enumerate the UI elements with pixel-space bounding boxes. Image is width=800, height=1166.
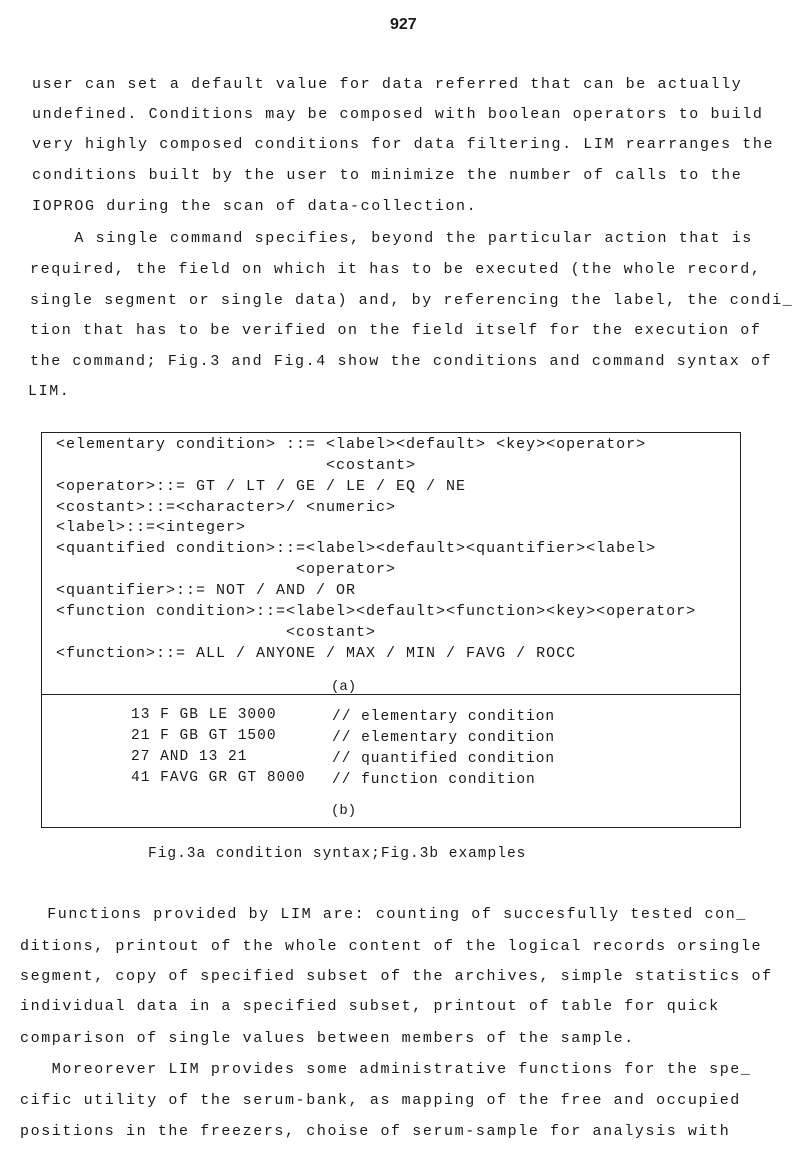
syntax-line: <quantified condition>::=<label><default><quantifier><label>	[56, 540, 657, 557]
text-line: conditions built by the user to minimize the number of calls to the	[32, 167, 743, 184]
syntax-line: <function>::= ALL / ANYONE / MAX / MIN / FAVG / ROCC	[56, 645, 577, 662]
syntax-line: <elementary condition> ::= <label><default> <key><operator>	[56, 436, 647, 453]
text-line: ditions, printout of the whole content of the logical records orsingle	[20, 938, 763, 955]
panel-divider	[42, 694, 740, 695]
example-code: 27 AND 13 21	[131, 749, 248, 765]
example-code: 21 F GB GT 1500	[131, 728, 277, 744]
syntax-line: <costant>::=<character>/ <numeric>	[56, 499, 397, 516]
text-line: Functions provided by LIM are: counting of succesfully tested con_	[26, 906, 747, 923]
syntax-line: <function condition>::=<label><default><function><key><operator>	[56, 603, 697, 620]
text-line: Moreorever LIM provides some administrative functions for the spe_	[20, 1061, 752, 1078]
figure-caption: Fig.3a condition syntax;Fig.3b examples	[148, 846, 527, 862]
text-line: tion that has to be verified on the field itself for the execution of	[30, 322, 762, 339]
text-line: A single command specifies, beyond the particular action that is	[32, 230, 753, 247]
text-line: user can set a default value for data referred that can be actually	[32, 76, 743, 93]
syntax-line: <operator>::= GT / LT / GE / LE / EQ / NE	[56, 478, 467, 495]
syntax-line: <label>::=<integer>	[56, 519, 247, 536]
example-code: 41 FAVG GR GT 8000	[131, 770, 306, 786]
text-line: single segment or single data) and, by referencing the label, the condi_	[30, 292, 794, 309]
text-line: segment, copy of specified subset of the archives, simple statistics of	[20, 968, 773, 985]
syntax-line: <operator>	[56, 561, 397, 578]
text-line: comparison of single values between members of the sample.	[20, 1030, 635, 1047]
example-comment: // function condition	[332, 772, 536, 788]
text-line: cific utility of the serum-bank, as mapping of the free and occupied	[20, 1092, 741, 1109]
text-line: positions in the freezers, choise of serum-sample for analysis with	[20, 1123, 731, 1140]
text-line: required, the field on which it has to be executed (the whole record,	[30, 261, 762, 278]
text-line: LIM.	[28, 383, 71, 400]
example-comment: // elementary condition	[332, 730, 556, 746]
text-line: undefined. Conditions may be composed with boolean operators to build	[32, 106, 764, 123]
syntax-line: <quantifier>::= NOT / AND / OR	[56, 582, 357, 599]
example-comment: // quantified condition	[332, 751, 556, 767]
example-code: 13 F GB LE 3000	[131, 707, 277, 723]
example-comment: // elementary condition	[332, 709, 556, 725]
text-line: the command; Fig.3 and Fig.4 show the conditions and command syntax of	[30, 353, 773, 370]
syntax-line: <costant>	[56, 624, 377, 641]
text-line: very highly composed conditions for data filtering. LIM rearranges the	[32, 136, 775, 153]
text-line: IOPROG during the scan of data-collection.	[32, 198, 478, 215]
syntax-line: <costant>	[56, 457, 417, 474]
subfigure-label-b: (b)	[331, 803, 357, 819]
page-number: 927	[390, 16, 417, 33]
subfigure-label-a: (a)	[331, 679, 357, 695]
text-line: individual data in a specified subset, printout of table for quick	[20, 998, 720, 1015]
figure-box	[41, 432, 741, 828]
